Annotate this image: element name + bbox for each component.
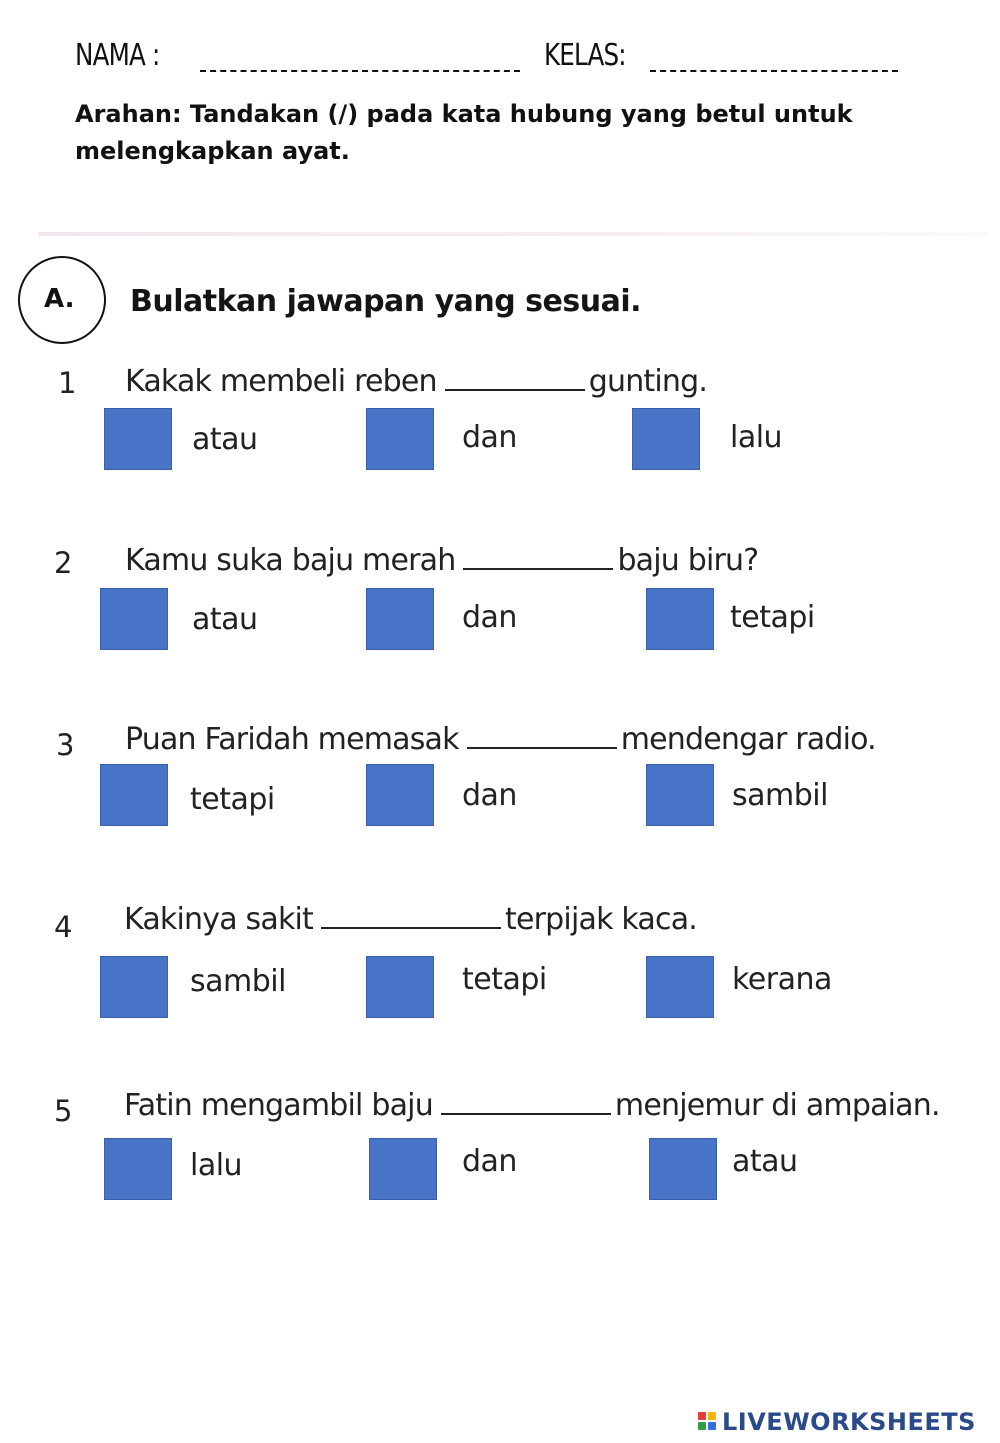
footer-brand bbox=[698, 1408, 976, 1436]
instructions: Arahan: Tandakan (/) pada kata hubung yang betul untuk melengkapkan ayat. bbox=[75, 100, 853, 165]
option-checkbox[interactable] bbox=[104, 1138, 172, 1200]
question-number: 2 bbox=[54, 546, 73, 580]
class-blank[interactable] bbox=[650, 70, 898, 72]
option-checkbox[interactable] bbox=[366, 956, 434, 1018]
liveworksheets-logo-icon bbox=[698, 1412, 718, 1432]
option-label: lalu bbox=[730, 420, 783, 455]
question-text bbox=[124, 902, 697, 937]
question-before: Kakinya sakit bbox=[124, 902, 314, 937]
option-label: sambil bbox=[190, 964, 286, 999]
option-label: atau bbox=[732, 1144, 798, 1179]
option-checkbox[interactable] bbox=[100, 764, 168, 826]
section-title: Bulatkan jawapan yang sesuai. bbox=[130, 284, 642, 319]
answer-blank bbox=[445, 389, 585, 391]
question-number: 3 bbox=[56, 728, 75, 762]
question-text bbox=[124, 1088, 940, 1123]
option-label: tetapi bbox=[462, 962, 547, 997]
option-checkbox[interactable] bbox=[366, 588, 434, 650]
question-text bbox=[125, 364, 707, 399]
brand-text: LIVEWORKSHEETS bbox=[722, 1408, 976, 1436]
divider bbox=[38, 232, 988, 236]
option-checkbox[interactable] bbox=[366, 408, 434, 470]
option-checkbox[interactable] bbox=[632, 408, 700, 470]
class-label: KELAS: bbox=[544, 38, 626, 73]
option-checkbox[interactable] bbox=[646, 588, 714, 650]
option-checkbox[interactable] bbox=[646, 956, 714, 1018]
question-number: 4 bbox=[54, 910, 73, 944]
option-label: kerana bbox=[732, 962, 832, 997]
option-label: tetapi bbox=[190, 782, 275, 817]
question-after: menjemur di ampaian. bbox=[614, 1088, 940, 1123]
question-text bbox=[125, 722, 876, 757]
question-number: 1 bbox=[58, 366, 77, 400]
answer-blank bbox=[321, 927, 501, 929]
question-before: Kamu suka baju merah bbox=[125, 543, 456, 578]
question-number: 5 bbox=[54, 1094, 73, 1128]
option-checkbox[interactable] bbox=[366, 764, 434, 826]
answer-blank bbox=[441, 1113, 611, 1115]
option-checkbox[interactable] bbox=[649, 1138, 717, 1200]
option-checkbox[interactable] bbox=[104, 408, 172, 470]
question-after: gunting. bbox=[588, 364, 708, 399]
question-before: Puan Faridah memasak bbox=[125, 722, 459, 757]
question-after: terpijak kaca. bbox=[505, 902, 698, 937]
option-checkbox[interactable] bbox=[369, 1138, 437, 1200]
option-label: dan bbox=[462, 1144, 517, 1179]
question-before: Kakak membeli reben bbox=[125, 364, 437, 399]
question-after: baju biru? bbox=[617, 543, 759, 578]
option-label: lalu bbox=[190, 1148, 243, 1183]
answer-blank bbox=[463, 568, 613, 570]
question-after: mendengar radio. bbox=[620, 722, 876, 757]
option-label: dan bbox=[462, 778, 517, 813]
option-checkbox[interactable] bbox=[646, 764, 714, 826]
option-label: dan bbox=[462, 420, 517, 455]
name-blank[interactable] bbox=[200, 70, 520, 72]
section-letter: A. bbox=[44, 284, 75, 314]
option-checkbox[interactable] bbox=[100, 956, 168, 1018]
option-checkbox[interactable] bbox=[100, 588, 168, 650]
option-label: atau bbox=[192, 602, 258, 637]
name-label: NAMA : bbox=[75, 38, 160, 73]
question-text bbox=[125, 543, 758, 578]
option-label: tetapi bbox=[730, 600, 815, 635]
option-label: atau bbox=[192, 422, 258, 457]
option-label: sambil bbox=[732, 778, 828, 813]
answer-blank bbox=[467, 747, 617, 749]
option-label: dan bbox=[462, 600, 517, 635]
question-before: Fatin mengambil baju bbox=[124, 1088, 433, 1123]
